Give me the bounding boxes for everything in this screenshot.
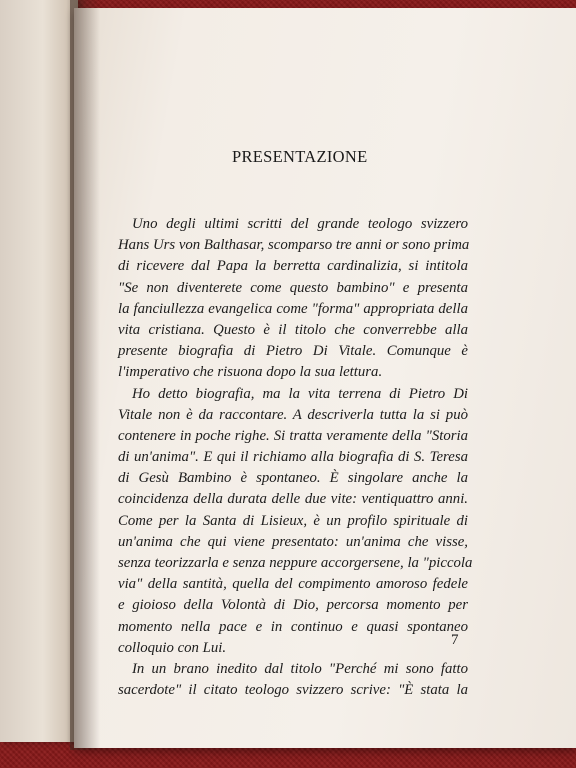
text-line: Come per la Santa di Lisieux, è un profilo spirituale di [118, 512, 468, 529]
text-line: sacerdote" il citato teologo svizzero scrive: "È stata la [118, 682, 468, 699]
text-line: "Se non diventerete come questo bambino" e presenta [118, 279, 468, 296]
text-line: di Gesù Bambino è spontaneo. È singolare anche la [118, 470, 468, 487]
text-line: di un'anima". E qui il richiamo alla biografia di S. Teresa [118, 449, 468, 466]
text-line: di ricevere dal Papa la berretta cardinalizia, si intitola [118, 258, 468, 275]
text-line: un'anima che qui viene presentato: un'anima che visse, [118, 533, 468, 550]
text-line: colloquio con Lui. [118, 639, 227, 656]
text-line: senza teorizzarla e senza neppure accorgersene, la "piccola [118, 555, 473, 571]
text-line: momento nella pace e in continuo e quasi spontaneo [118, 618, 468, 635]
text-line: Ho detto biografia, ma la vita terrena di Pietro Di [132, 385, 468, 402]
text-line: l'imperativo che risuona dopo la sua lettura. [118, 364, 383, 381]
text-line: contenere in poche righe. Si tratta veramente della "Storia [118, 427, 468, 444]
text-line: vita cristiana. Questo è il titolo che converrebbe alla [118, 321, 468, 338]
text-line: Vitale non è da raccontare. A descriverla tutta la si può [118, 406, 468, 423]
text-line: coincidenza della durata delle due vite: ventiquattro anni. [118, 491, 468, 508]
text-line: In un brano inedito dal titolo "Perché mi sono fatto [132, 660, 468, 677]
page-number: 7 [451, 632, 459, 648]
text-line: presente biografia di Pietro Di Vitale. Comunque è [118, 343, 468, 360]
body-text [118, 214, 473, 701]
text-line: Hans Urs von Balthasar, scomparso tre anni or sono prima [118, 237, 470, 254]
left-page [0, 0, 78, 742]
text-line: Uno degli ultimi scritti del grande teologo svizzero [132, 216, 468, 232]
text-line: via" della santità, quella del compimento amoroso fedele [118, 576, 468, 593]
page-title: PRESENTAZIONE [232, 147, 368, 166]
text-line: e gioioso della Volontà di Dio, percorsa momento per [118, 597, 468, 614]
text-line: la fanciullezza evangelica come "forma" appropriata della [118, 300, 468, 317]
book-gutter [70, 0, 100, 750]
